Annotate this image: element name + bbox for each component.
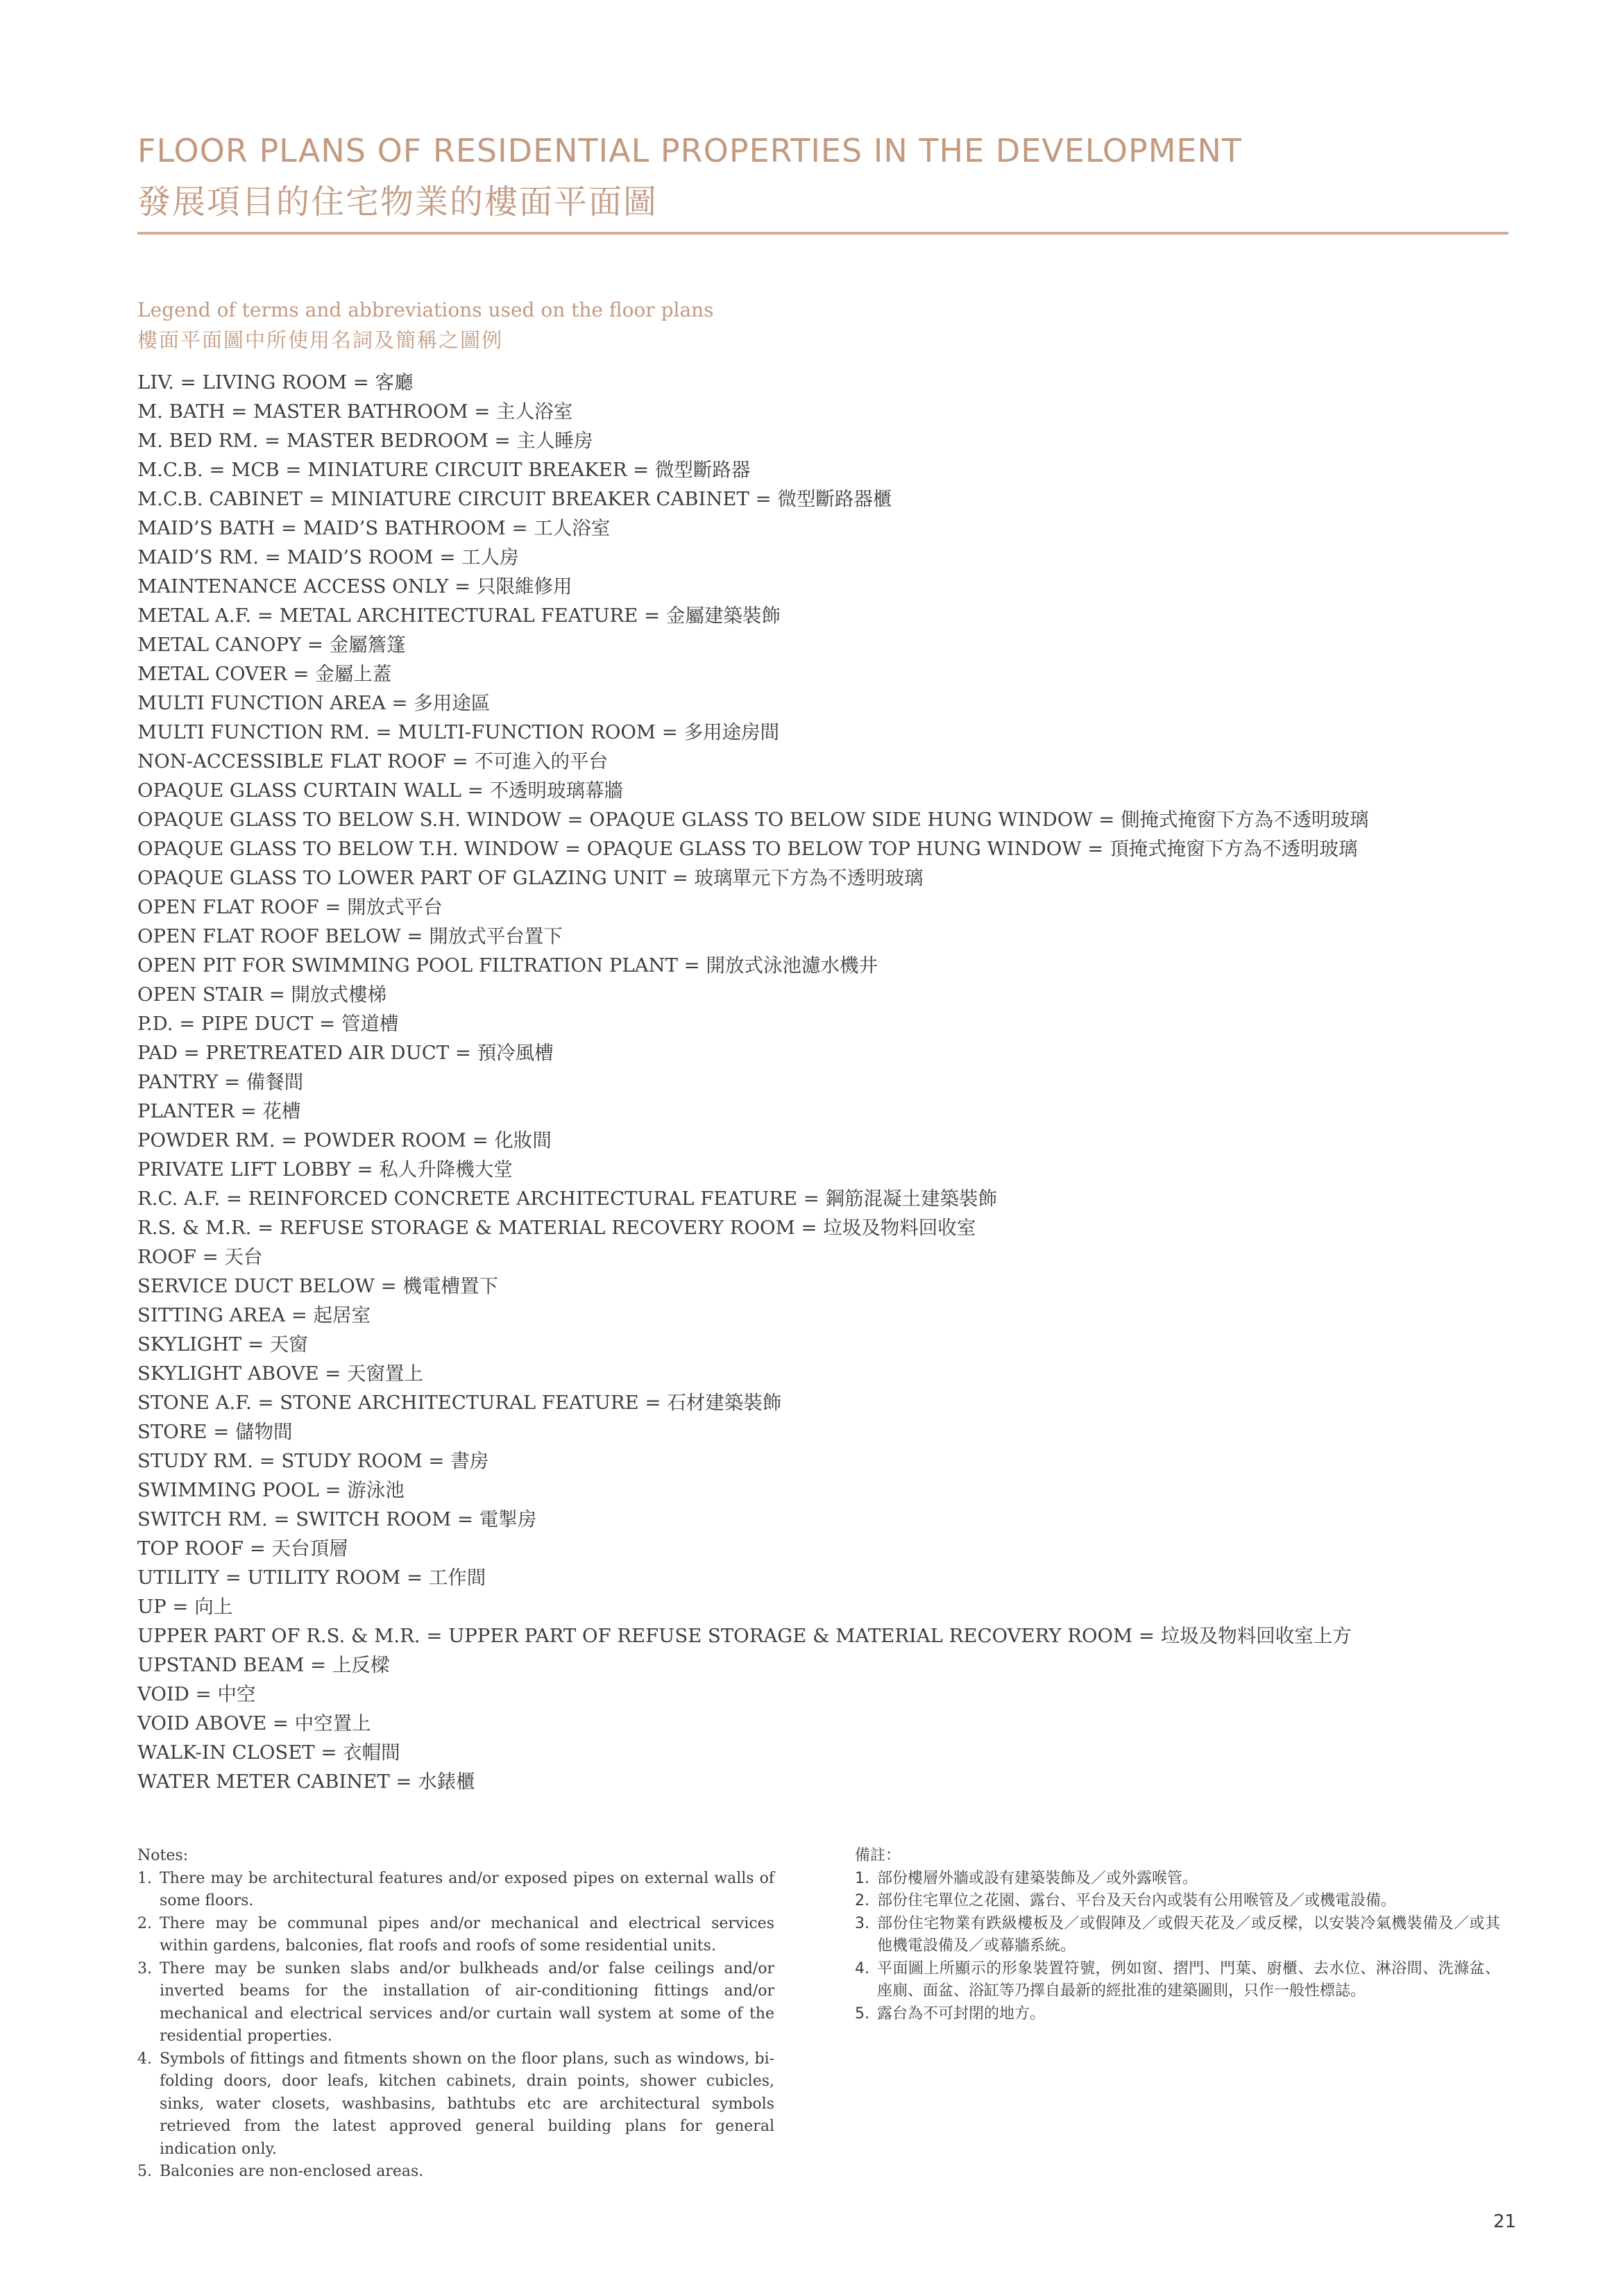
legend-term: UPSTAND BEAM = 上反樑 [137, 1654, 390, 1676]
notes-list-en [137, 1868, 774, 2184]
legend-term: VOID = 中空 [137, 1683, 256, 1705]
legend-term: METAL CANOPY = 金屬簷篷 [137, 634, 406, 656]
legend-term: M. BED RM. = MASTER BEDROOM = 主人睡房 [137, 430, 593, 452]
note-item [855, 1913, 1500, 1958]
legend-term: SKYLIGHT ABOVE = 天窗置上 [137, 1362, 424, 1385]
legend-term: SITTING AREA = 起居室 [137, 1304, 371, 1326]
legend-term: SWIMMING POOL = 游泳池 [137, 1479, 405, 1501]
legend-term: R.S. & M.R. = REFUSE STORAGE & MATERIAL RECOVERY ROOM = 垃圾及物料回收室 [137, 1217, 976, 1239]
note-text: 部份樓層外牆或設有建築裝飾及／或外露喉管。 [877, 1869, 1198, 1887]
note-text: Symbols of fittings and fitments shown on the floor plans, such as windows, bi-folding doors, door leafs, kitchen cabinets, drain points, shower cubicles, sinks, water closets, washbasins, bathtubs etc are architectural symbols retrieved from the latest approved general building plans for general indication only. [160, 2050, 774, 2158]
legend-term: POWDER RM. = POWDER ROOM = 化妝間 [137, 1129, 552, 1151]
legend-term: PRIVATE LIFT LOBBY = 私人升降機大堂 [137, 1158, 513, 1181]
legend-term: OPAQUE GLASS TO BELOW S.H. WINDOW = OPAQUE GLASS TO BELOW SIDE HUNG WINDOW = 側掩式掩窗下方為不透明玻璃 [137, 809, 1369, 831]
legend-heading-en: Legend of terms and abbreviations used on the floor plans [137, 298, 714, 321]
legend-term: MAID’S RM. = MAID’S ROOM = 工人房 [137, 546, 519, 568]
legend-term: OPAQUE GLASS TO BELOW T.H. WINDOW = OPAQUE GLASS TO BELOW TOP HUNG WINDOW = 頂掩式掩窗下方為不透明玻璃 [137, 838, 1358, 860]
note-number: 3. [855, 1914, 869, 1932]
note-text: There may be communal pipes and/or mechanical and electrical services within gardens, balconies, flat roofs and roofs of some residential units. [160, 1914, 774, 1955]
legend-term: UP = 向上 [137, 1596, 233, 1618]
legend-term: SWITCH RM. = SWITCH ROOM = 電掣房 [137, 1508, 537, 1530]
legend-term: STORE = 儲物間 [137, 1421, 293, 1443]
legend-term: WALK-IN CLOSET = 衣帽間 [137, 1741, 400, 1764]
legend-term: OPEN PIT FOR SWIMMING POOL FILTRATION PLANT = 開放式泳池濾水機井 [137, 954, 878, 977]
legend-term: M.C.B. = MCB = MINIATURE CIRCUIT BREAKER = 微型斷路器 [137, 459, 751, 481]
notes-english [137, 1845, 774, 2184]
legend-term: OPAQUE GLASS CURTAIN WALL = 不透明玻璃幕牆 [137, 779, 624, 802]
legend-term: VOID ABOVE = 中空置上 [137, 1712, 371, 1734]
legend-term: STUDY RM. = STUDY ROOM = 書房 [137, 1450, 489, 1472]
note-item [137, 1868, 774, 1913]
note-text: There may be architectural features and/or exposed pipes on external walls of some floors. [160, 1869, 774, 1909]
note-text: 露台為不可封閉的地方。 [877, 2004, 1046, 2023]
note-number: 1. [855, 1869, 869, 1887]
note-number: 1. [137, 1869, 152, 1887]
legend-term: PAD = PRETREATED AIR DUCT = 預冷風槽 [137, 1042, 554, 1064]
page-title-en: FLOOR PLANS OF RESIDENTIAL PROPERTIES IN THE DEVELOPMENT [137, 132, 1242, 169]
note-text: There may be sunken slabs and/or bulkheads and/or false ceilings and/or inverted beams for the installation of air-conditioning fittings and/or mechanical and electrical services and/or curtain wall system at some of the residential properties. [160, 1959, 774, 2045]
legend-term: MAID’S BATH = MAID’S BATHROOM = 工人浴室 [137, 517, 611, 539]
note-item [137, 2048, 774, 2161]
note-item [137, 1913, 774, 1958]
legend-term: OPAQUE GLASS TO LOWER PART OF GLAZING UNIT = 玻璃單元下方為不透明玻璃 [137, 867, 924, 889]
legend-term: SKYLIGHT = 天窗 [137, 1333, 308, 1356]
legend-heading-zh: 樓面平面圖中所使用名詞及簡稱之圖例 [137, 328, 504, 352]
note-item [855, 1958, 1500, 2003]
note-number: 5. [855, 2004, 869, 2023]
legend-term: LIV. = LIVING ROOM = 客廳 [137, 371, 414, 394]
legend-terms-list [137, 368, 1369, 1796]
legend-term: WATER METER CABINET = 水錶櫃 [137, 1771, 475, 1793]
page-number: 21 [1493, 2211, 1517, 2232]
note-text: 部份住宅單位之花園、露台、平台及天台內或裝有公用喉管及／或機電設備。 [877, 1892, 1397, 1909]
notes-heading-en: Notes: [137, 1847, 189, 1864]
note-item [855, 2003, 1500, 2026]
note-number: 4. [137, 2050, 152, 2068]
notes-list-zh [855, 1868, 1500, 2026]
legend-term: P.D. = PIPE DUCT = 管道槽 [137, 1013, 399, 1035]
legend-term: SERVICE DUCT BELOW = 機電槽置下 [137, 1275, 498, 1297]
notes-chinese [855, 1845, 1500, 2025]
note-item [855, 1868, 1500, 1891]
note-item [137, 2161, 774, 2184]
page-title-zh: 發展項目的住宅物業的樓面平面圖 [137, 183, 658, 221]
header-divider [137, 232, 1509, 235]
note-text: 平面圖上所顯示的形象裝置符號，例如窗、摺門、門葉、廚櫃、去水位、淋浴間、洗滌盆、座廁、面盆、浴缸等乃擇自最新的經批准的建築圖則，只作一般性標誌。 [877, 1959, 1500, 2000]
note-number: 5. [137, 2163, 152, 2180]
legend-term: M.C.B. CABINET = MINIATURE CIRCUIT BREAKER CABINET = 微型斷路器櫃 [137, 488, 892, 510]
legend-term: UTILITY = UTILITY ROOM = 工作間 [137, 1567, 486, 1589]
legend-term: METAL COVER = 金屬上蓋 [137, 663, 392, 685]
legend-term: R.C. A.F. = REINFORCED CONCRETE ARCHITECTURAL FEATURE = 鋼筋混凝土建築裝飾 [137, 1188, 998, 1210]
legend-term: METAL A.F. = METAL ARCHITECTURAL FEATURE = 金屬建築裝飾 [137, 605, 781, 627]
legend-term: ROOF = 天台 [137, 1246, 263, 1268]
notes-heading-zh: 備註： [855, 1847, 901, 1864]
note-item [137, 1958, 774, 2048]
legend-term: MULTI FUNCTION RM. = MULTI-FUNCTION ROOM = 多用途房間 [137, 721, 780, 743]
note-number: 4. [855, 1959, 869, 1977]
legend-term: OPEN STAIR = 開放式樓梯 [137, 984, 387, 1006]
legend-term: MAINTENANCE ACCESS ONLY = 只限維修用 [137, 575, 572, 598]
legend-term: STONE A.F. = STONE ARCHITECTURAL FEATURE = 石材建築裝飾 [137, 1392, 782, 1414]
note-number: 2. [137, 1914, 152, 1932]
legend-term: TOP ROOF = 天台頂層 [137, 1537, 348, 1560]
legend-term: PANTRY = 備餐間 [137, 1071, 304, 1093]
note-item [855, 1890, 1500, 1913]
legend-term: NON-ACCESSIBLE FLAT ROOF = 不可進入的平台 [137, 750, 609, 773]
note-number: 3. [137, 1959, 152, 1977]
legend-term: OPEN FLAT ROOF BELOW = 開放式平台置下 [137, 925, 563, 947]
legend-term: PLANTER = 花槽 [137, 1100, 301, 1122]
legend-term: OPEN FLAT ROOF = 開放式平台 [137, 896, 443, 918]
legend-term: UPPER PART OF R.S. & M.R. = UPPER PART OF REFUSE STORAGE & MATERIAL RECOVERY ROOM = 垃圾及物料回收室上方 [137, 1625, 1352, 1647]
note-text: 部份住宅物業有跌級樓板及／或假陣及／或假天花及／或反樑，以安裝冷氣機裝備及／或其他機電設備及／或幕牆系統。 [877, 1914, 1500, 1955]
note-number: 2. [855, 1892, 869, 1909]
note-text: Balconies are non-enclosed areas. [160, 2163, 424, 2180]
legend-term: MULTI FUNCTION AREA = 多用途區 [137, 692, 491, 714]
legend-term: M. BATH = MASTER BATHROOM = 主人浴室 [137, 400, 573, 423]
